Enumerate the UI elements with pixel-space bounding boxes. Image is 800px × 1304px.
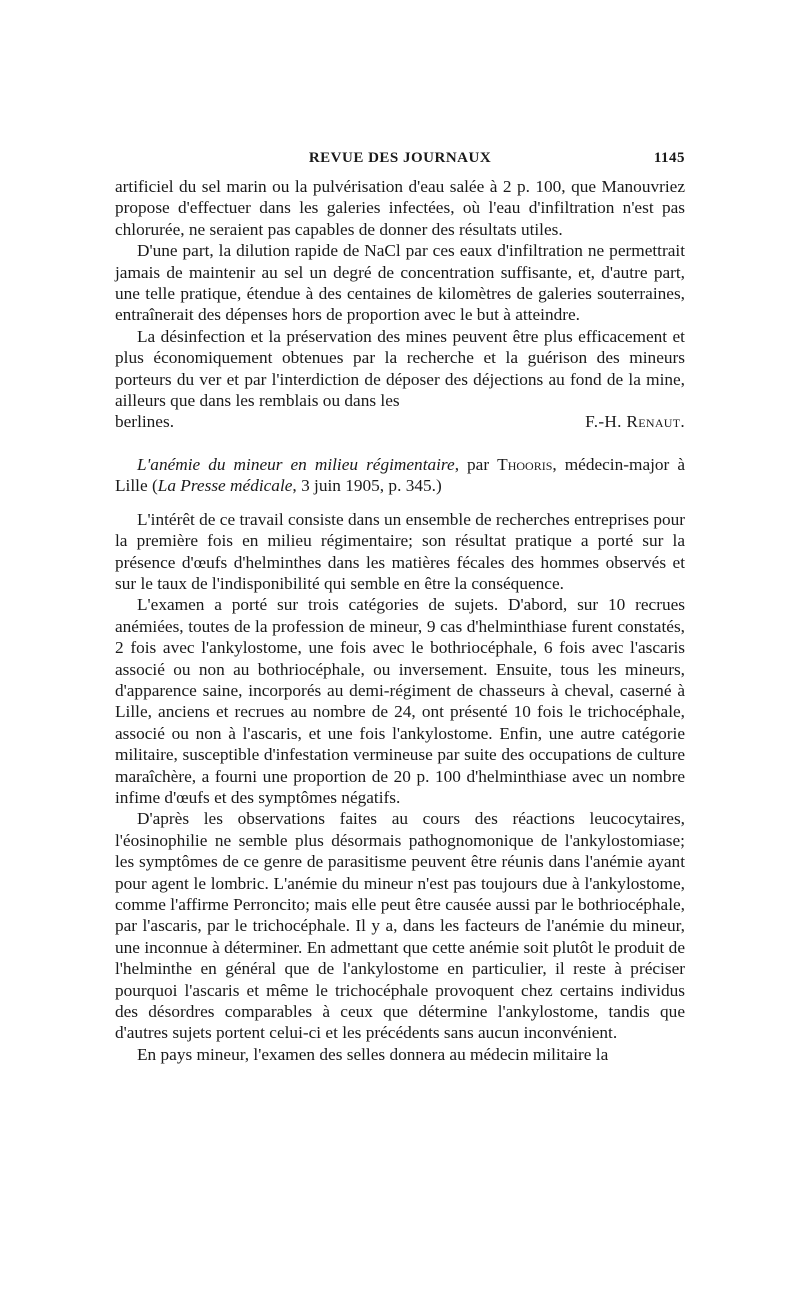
page (115, 150, 685, 1065)
journal-section-title: REVUE DES JOURNAUX (308, 150, 492, 166)
article-author: F.-H. Renaut. (585, 412, 685, 432)
article-citation (115, 454, 685, 497)
citation-by: , par (454, 454, 498, 474)
article-title: L'anémie du mineur en milieu régimentaire (137, 454, 455, 474)
page-number: 1145 (653, 150, 685, 166)
paragraph: D'après les observations faites au cours des réactions leucocytaires, l'éosinophilie ne semble plus désormais pathognomonique de l'ankylostomiase; les symptômes de ce genre de parasitisme peuvent être réunis dans l'anémie ayant pour agent le lombric. L'anémie du mineur n'est pas toujours due à l'ankylostome, comme l'affirme Perroncito; mais elle peut être causée aussi par le bothriocéphale, par l'ascaris, par le trichocéphale. Il y a, dans les facteurs de l'anémie du mineur, une inconnue à déterminer. En admettant que cette anémie soit plutôt le produit de l'helminthe en général que de l'ankylostome en particulier, il reste à préciser pourquoi l'ascaris et même le trichocéphale provoquent chez certains individus des désordres comparables à ceux que détermine l'ankylostome, tandis que d'autres sujets portent celui-ci et les précédents sans aucun inconvénient. (115, 809, 685, 1043)
citation-journal: La Presse médicale (157, 476, 293, 496)
paragraph: D'une part, la dilution rapide de NaCl par ces eaux d'infiltration ne permettrait jamais de maintenir au sel un degré de concentration suffisante, et, d'autre part, une telle pratique, étendue à des centaines de kilomètres de galeries souterraines, entraînerait des dépenses hors de proportion avec le but à atteindre. (115, 241, 685, 325)
paragraph: artificiel du sel marin ou la pulvérisation d'eau salée à 2 p. 100, que Manouvriez propose d'effectuer dans les galeries infectées, où l'eau d'infiltration n'est pas chlorurée, ne seraient pas capables de donner des résultats utiles. (115, 177, 685, 239)
paragraph-end: berlines. (115, 412, 175, 432)
running-header (115, 150, 685, 176)
paragraph: L'examen a porté sur trois catégories de sujets. D'abord, sur 10 recrues anémiées, toutes de la profession de mineur, 9 cas d'helminthiase furent constatés, 2 fois avec l'ankylostome, une fois avec le bothriocéphale, 6 fois avec l'ascaris associé ou non au bothriocéphale, ou inversement. Ensuite, tous les mineurs, d'apparence saine, incorporés au demi-régiment de chasseurs à cheval, caserné à Lille, anciens et recrues au nombre de 24, ont présenté 10 fois le trichocéphale, associé ou non à l'ascaris, et une fois l'ankylostome. Enfin, une autre catégorie militaire, susceptible d'infestation vermineuse par suite des occupations de culture maraîchère, a fourni une proportion de 20 p. 100 d'helminthiase avec un nombre infime d'œufs et des symptômes négatifs. (115, 595, 685, 807)
paragraph: La désinfection et la préservation des mines peuvent être plus efficacement et plus économiquement obtenues par la recherche et la guérison des mineurs porteurs du ver et par l'interdiction de déposer des déjections au fond de la mine, ailleurs que dans les remblais ou dans les (115, 326, 685, 411)
first-article (115, 176, 685, 433)
citation-author: Thooris (497, 454, 553, 474)
signature-line (115, 411, 685, 432)
citation-affiliation: , médecin-major à Lille ( (115, 454, 686, 496)
second-article-body (115, 509, 685, 1066)
paragraph: L'intérêt de ce travail consiste dans un ensemble de recherches entreprises pour la première fois en milieu régimentaire; son résultat pratique a porté sur la présence d'œufs d'helminthes dans les matières fécales des hommes observés et sur le taux de l'indisponibilité qui semble en être la conséquence. (115, 509, 685, 593)
paragraph: En pays mineur, l'examen des selles donnera au médecin militaire la (137, 1044, 609, 1064)
citation-details: , 3 juin 1905, p. 345.) (292, 476, 442, 496)
